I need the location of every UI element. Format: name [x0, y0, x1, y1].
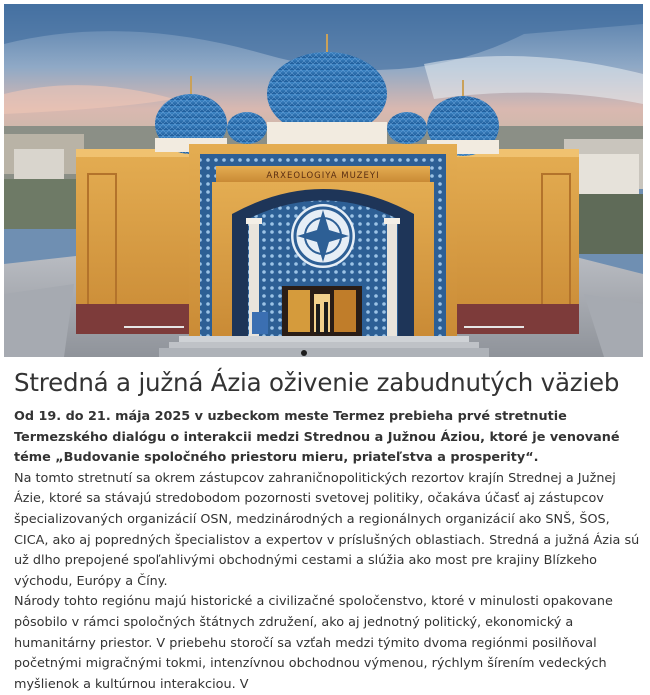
article-body	[14, 407, 642, 695]
article-paragraph: Na tomto stretnutí sa okrem zástupcov zahraničnopolitických rezortov krajín Strednej a Južnej Ázie, ktoré sa stávajú stredobodom pozornosti svetovej politiky, očakáva účasť aj zástupcov špecializovaných organizácií OSN, medzinárodných a regionálnych organizácií ako SNŠ, ŠOS, CICA, ako aj popredných špecialistov a expertov v príslušných oblastiach. Stredná a južná Ázia sú už dlho prepojené spoľahlivými obchodnými cestami a slúžia ako most pre krajiny Blízkeho východu, Európy a Číny.	[14, 470, 640, 589]
hero-photo	[4, 4, 643, 357]
museum-sign: ARXEOLOGIYA MUZEYI	[266, 171, 380, 181]
article-paragraph: Národy tohto regiónu majú historické a civilizačné spoločenstvo, ktoré v minulosti opakovane pôsobilo v rámci spoločných štátnych združení, ako aj jednotný politický, ekonomický a humanitárny priestor. V priebehu storočí sa vzťah medzi týmito dvoma regiónmi posilňoval početnými migračnými tokmi, intenzívnou obchodnou výmenou, rýchlym šírením vedeckých myšlienok a kultúrnou interakciou. V	[14, 594, 613, 692]
museum-photo-illustration	[4, 4, 643, 357]
article-lead: Od 19. do 21. mája 2025 v uzbeckom meste Termez prebieha prvé stretnutie Termezského dialógu o interakcii medzi Strednou a Južnou Áziou, ktoré je venované téme „Budovanie spoločného priestoru mieru, priateľstva a prosperity“.	[14, 409, 620, 466]
article-title: Stredná a južná Ázia oživenie zabudnutých väzieb	[14, 368, 620, 397]
